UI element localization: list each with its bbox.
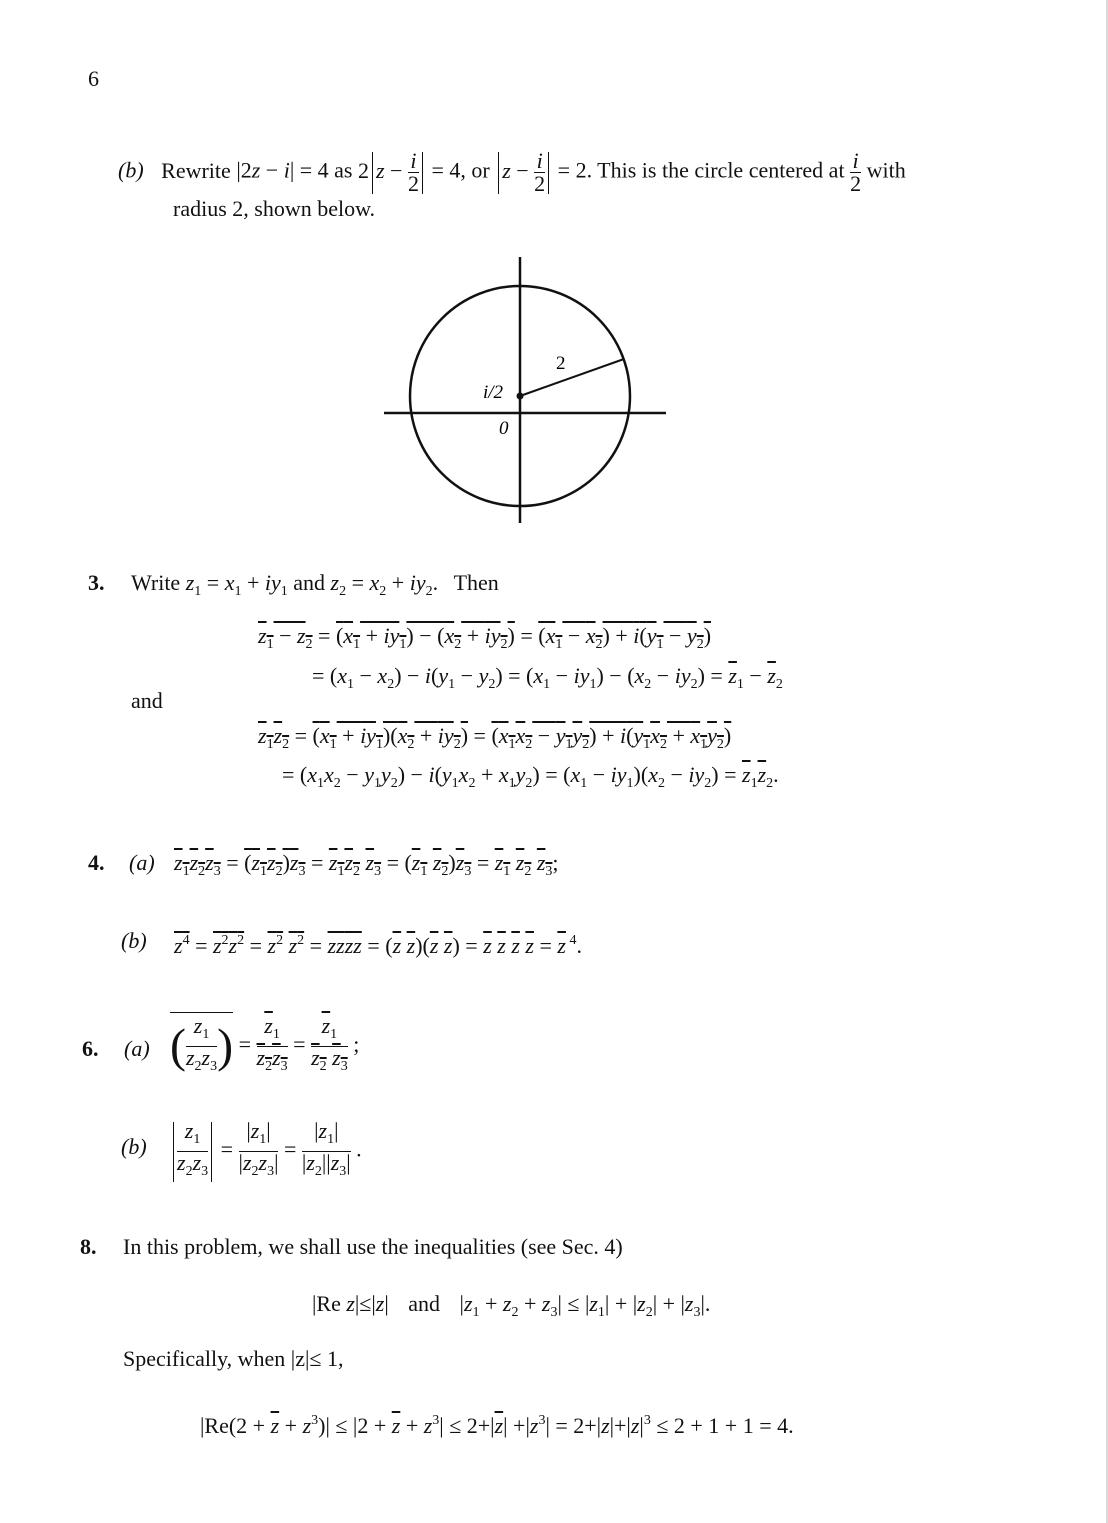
equation-6a: ( $\frac{z_1}{z_2z_3}$ ) = $\frac{\overline{z}_1}{z_2z_3}$ = $\frac{\overline{z}_1}{z_2 z_3}$ ; xyxy=(170,1012,359,1078)
equation-4a: $z_1z_2z_3 = (z_1z_2)z_3 = z_1z_2$ $z_3 = (z_1$ $z_2)z_3 = z_1$ $z_2$ $z_3$; xyxy=(174,850,559,879)
problem-6a-label: (a) xyxy=(124,1036,150,1061)
equation-conj-difference-1: $z_1 - z_2 = (x_1 + iy_1) - (x_2 + iy_2) = (x_1 - x_2) + i(y_1 - y_2)$ xyxy=(258,623,712,652)
center-fraction: $\frac{i}{2}$ xyxy=(850,148,862,196)
problem-3-intro: Write $z_1 = x_1 + iy_1$ and $z_2 = x_2 + iy_2$. Then xyxy=(131,570,499,599)
coefficient: 2 xyxy=(357,157,369,183)
equation-abs-2z-minus-i: |2z − i| = 4 xyxy=(236,157,329,183)
problem-8-number: 8. xyxy=(80,1234,97,1259)
radius-label: 2 xyxy=(556,353,566,374)
page-number: 6 xyxy=(88,66,99,91)
part-2b-line-2: radius 2, shown below. xyxy=(173,196,376,221)
problem-4a-label: (a) xyxy=(129,850,155,875)
equation-2-abs: 2 z − $\frac{i}{2}$ xyxy=(358,158,426,183)
problem-8-specifically: Specifically, when |z|≤ 1, xyxy=(123,1346,344,1371)
problem-6b-label: (b) xyxy=(121,1134,147,1159)
equation-abs: z − $\frac{i}{2}$ xyxy=(495,158,552,183)
and-word-8: and xyxy=(408,1291,441,1316)
write-word: Write xyxy=(131,570,181,595)
problem-4b-label: (b) xyxy=(121,928,147,953)
part-2b-text-2: as xyxy=(334,157,353,183)
center-point xyxy=(517,393,524,400)
then-word: Then xyxy=(453,570,499,595)
frac-denominator: 2 xyxy=(407,171,419,196)
equation-conj-product-2: = $(x_1x_2 - y_1y_2) - i(y_1x_2 + x_1y_2) = (x_1 - iy_1)(x_2 - iy_2) = \overline{z}_1\overline{z}_2$. xyxy=(282,762,779,791)
part-2b-text-4: = 2. This is the circle centered at xyxy=(557,157,845,183)
problem-8-intro: In this problem, we shall use the inequalities (see Sec. 4) xyxy=(123,1234,623,1259)
and-word: and xyxy=(293,570,326,595)
equation-6b: $\frac{z_1}{z_2z_3}$ = $\frac{|z_1|}{|z_2z_3|}$ = $\frac{|z_1|}{|z_2||z_3|}$ . xyxy=(170,1120,362,1183)
part-2b-text-5: with xyxy=(866,157,906,183)
equation-inequalities: |Re z|≤|z| and $|z_1 + z_2 + z_3| \le |z_1| + |z_2| + |z_3|$. xyxy=(312,1291,711,1320)
origin-label: 0 xyxy=(499,418,509,439)
part-2b-paragraph xyxy=(118,150,1058,195)
problem-6-number: 6. xyxy=(82,1036,99,1061)
part-2b-text-3: = 4, or xyxy=(431,157,490,183)
equation-conj-difference-2: = $(x_1 - x_2) - i(y_1 - y_2) = (x_1 - iy_1) - (x_2 - iy_2) = \overline{z}_1 - \overline{z}_2$ xyxy=(312,663,783,692)
equation-conj-product-1: $z_1z_2 = (x_1 + iy_1)(x_2 + iy_2) = (x_1x_2 - y_1y_2) + i(y_1x_2 + x_1y_2)$ xyxy=(258,723,732,752)
part-2b-text-1: Rewrite xyxy=(161,157,231,183)
center-label: i/2 xyxy=(483,382,504,403)
equation-8-bound: $|Re(2 + \overline{z} + z^3)| \le |2 + \overline{z} + z^3| \le 2+|\overline{z}| +|z^3| = 2+|z|+|z|^3 \le 2 + 1 + 1 = 4$. xyxy=(200,1413,794,1438)
problem-4-number: 4. xyxy=(88,850,105,875)
problem-3-number: 3. xyxy=(88,570,105,595)
circle-figure xyxy=(380,255,670,525)
part-label: (b) xyxy=(118,157,144,183)
frac-numerator: i xyxy=(410,148,417,173)
equation-4b: $z^4 = z^2z^2 = z^2$ $z^2 = \overline{zz}\overline{zz} = (\overline{z}$ $\overline{z})(\overline{z}$ $\overline{z}) = \overline{z}$ $\overline{z}$ $\overline{z}$ $\overline{z} = \overline{z}$ $^4$. xyxy=(174,933,582,958)
and-label: and xyxy=(131,688,163,713)
radius-line xyxy=(520,359,624,396)
